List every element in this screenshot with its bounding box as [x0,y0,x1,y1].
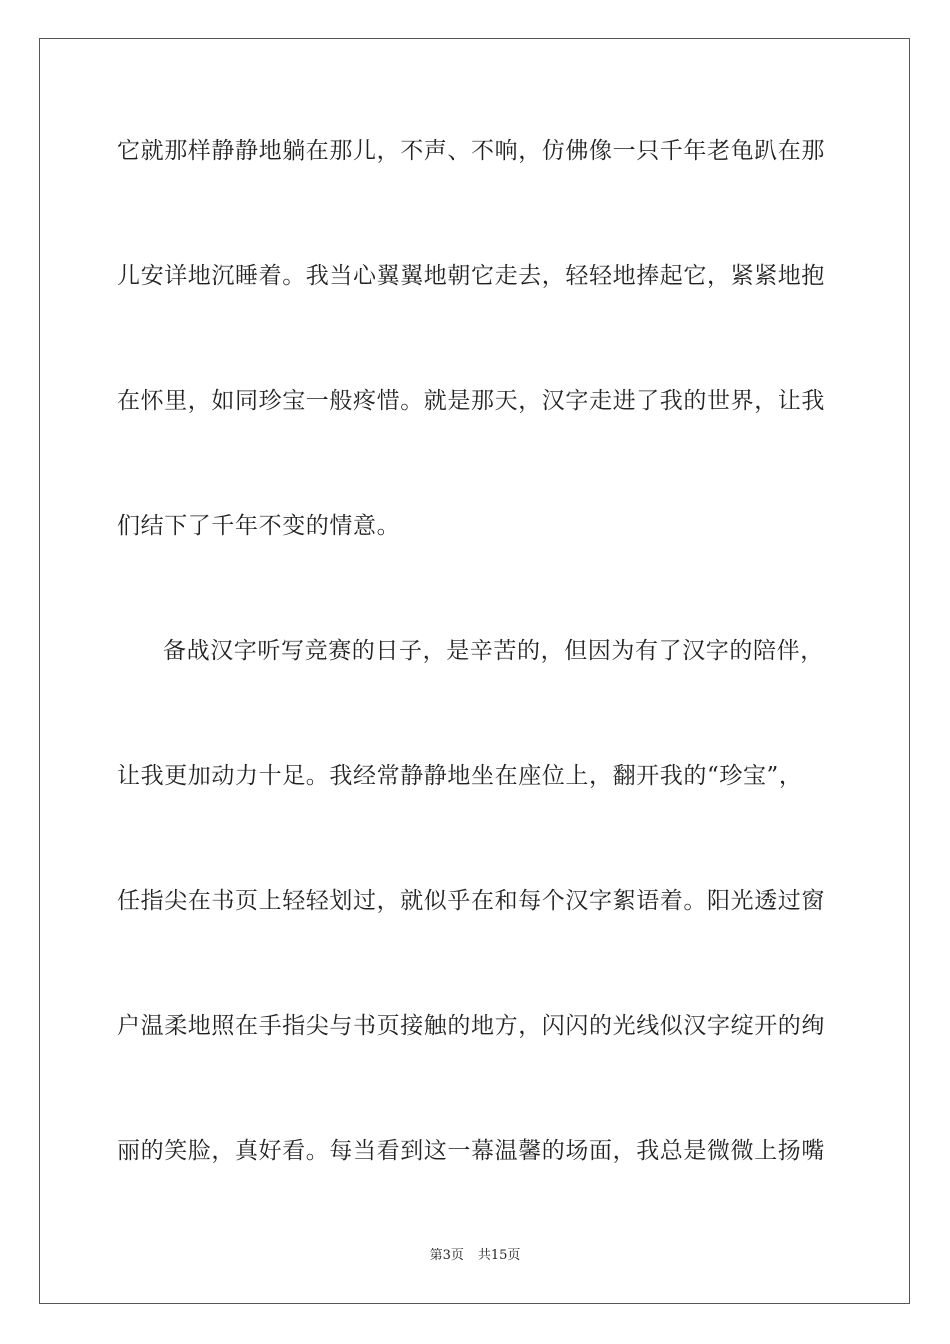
paragraph-line: 们结下了千年不变的情意。 [117,513,401,539]
paragraph-line: 在怀里，如同珍宝一般疼惜。就是那天，汉字走进了我的世界，让我 [117,388,825,414]
page-footer [0,1247,950,1265]
page-number: 第3页 [429,1248,464,1263]
paragraph-line: 丽的笑脸，真好看。每当看到这一幕温馨的场面，我总是微微上扬嘴 [117,1138,825,1164]
paragraph-line: 户温柔地照在手指尖与书页接触的地方，闪闪的光线似汉字绽开的绚 [117,1013,825,1039]
paragraph-line: 备战汉字听写竞赛的日子，是辛苦的，但因为有了汉字的陪伴， [163,638,824,664]
paragraph-line: 任指尖在书页上轻轻划过，就似乎在和每个汉字絮语着。阳光透过窗 [117,888,825,914]
paragraph-line: 它就那样静静地躺在那儿，不声、不响，仿佛像一只千年老龟趴在那 [117,138,825,164]
total-pages: 共15页 [477,1248,521,1263]
paragraph-line: 儿安详地沉睡着。我当心翼翼地朝它走去，轻轻地捧起它，紧紧地抱 [117,263,825,289]
page-border [39,38,910,1304]
paragraph-line: 让我更加动力十足。我经常静静地坐在座位上，翻开我的“珍宝”， [117,763,803,789]
